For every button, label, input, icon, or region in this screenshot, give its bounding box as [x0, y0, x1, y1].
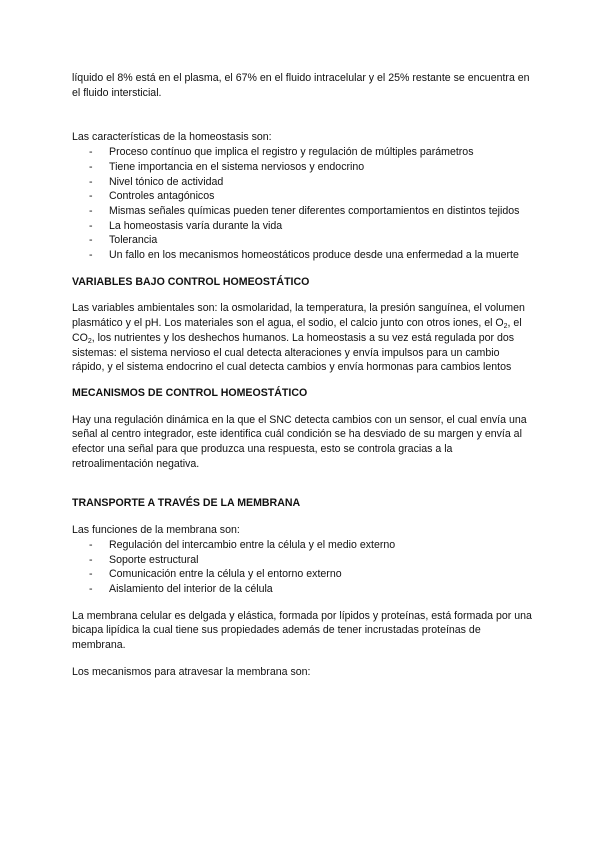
list-item: - Comunicación entre la célula y el entorno externo: [72, 567, 532, 582]
mecanismos-paragraph: Hay una regulación dinámica en la que el SNC detecta cambios con un sensor, el cual envía una señal al centro integrador, este identifica cuál condición se ha desviado de su margen y envía al efector una señal para que produzca una respuesta, esto se controla gracias a la retroalimentación negativa.: [72, 413, 527, 470]
list-item: - Nivel tónico de actividad: [72, 175, 532, 190]
mecanismos-heading: MECANISMOS DE CONTROL HOMEOSTÁTICO: [72, 386, 308, 399]
list-item: - Tolerancia: [72, 233, 532, 248]
funciones-list: [72, 538, 532, 597]
homeostasis-list: [72, 145, 532, 263]
list-item: - Soporte estructural: [72, 553, 532, 568]
intro-paragraph: líquido el 8% está en el plasma, el 67% en el fluido intracelular y el 25% restante se encuentra en el fluido intersticial.: [72, 72, 530, 99]
funciones-lead: Las funciones de la membrana son:: [72, 524, 240, 537]
o2-subscript: 2: [503, 323, 508, 331]
list-item: - Mismas señales químicas pueden tener diferentes comportamientos en distintos tejidos: [72, 204, 532, 219]
mecanismos-membrana-lead: Los mecanismos para atravesar la membrana son:: [72, 665, 311, 678]
variables-text-b: , el CO: [72, 317, 522, 344]
list-item: - Regulación del intercambio entre la célula y el medio externo: [72, 538, 532, 553]
transporte-heading: TRANSPORTE A TRAVÉS DE LA MEMBRANA: [72, 497, 301, 510]
membrana-paragraph: La membrana celular es delgada y elástica, formada por lípidos y proteínas, está formada por una bicapa lipídica la cual tiene sus propiedades además de tener incrustadas proteínas de membrana.: [72, 609, 532, 652]
list-item: - Tiene importancia en el sistema nerviosos y endocrino: [72, 160, 532, 175]
homeostasis-lead: Las características de la homeostasis son:: [72, 131, 272, 144]
page-content: [72, 71, 532, 680]
list-item: - Proceso contínuo que implica el registro y regulación de múltiples parámetros: [72, 145, 532, 160]
variables-heading: VARIABLES BAJO CONTROL HOMEOSTÁTICO: [72, 275, 310, 288]
list-item: - Controles antagónicos: [72, 189, 532, 204]
list-item: - Un fallo en los mecanismos homeostáticos produce desde una enfermedad a la muerte: [72, 248, 532, 263]
list-item: - Aislamiento del interior de la célula: [72, 582, 532, 597]
variables-text-c: , los nutrientes y los deshechos humanos. La homeostasis a su vez está regulada por dos sistemas: el sistema nervioso el cual detecta alteraciones y envía impulsos para un cambio rápido, y el sistema endocrino el cual detecta cambios y envía hormonas para cambios lentos: [72, 331, 515, 374]
variables-paragraph: [72, 301, 532, 375]
variables-text-a: Las variables ambientales son: la osmolaridad, la temperatura, la presión sanguínea, el volumen plasmático y el pH. Los materiales son el agua, el sodio, el calcio junto con otros iones, el O: [72, 302, 525, 330]
list-item: - La homeostasis varía durante la vida: [72, 219, 532, 234]
co2-subscript: 2: [87, 337, 92, 345]
